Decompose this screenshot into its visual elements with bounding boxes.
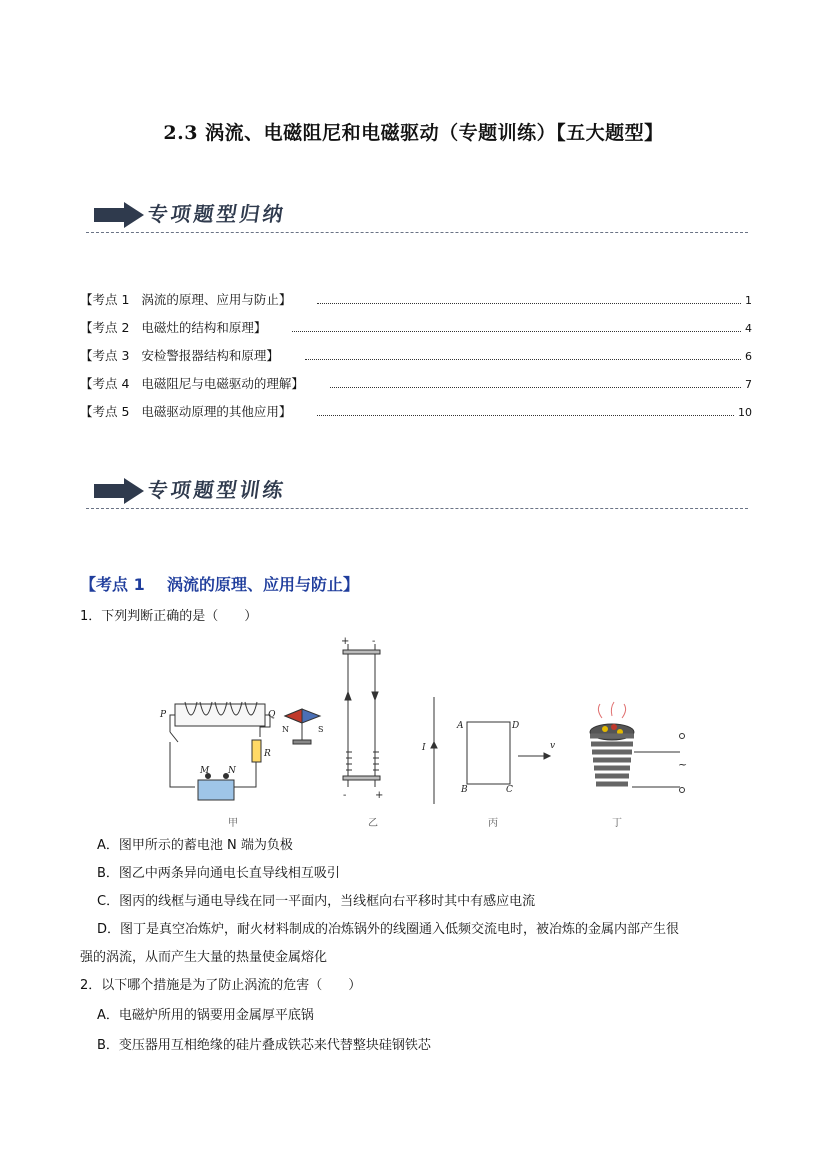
- label-magnet-S: S: [318, 725, 324, 734]
- question-1-option-c[interactable]: C．图丙的线框与通电导线在同一平面内，当线框向右平移时其中有感应电流: [97, 894, 536, 909]
- question-1-option-b[interactable]: B．图乙中两条异向通电长直导线相互吸引: [97, 866, 340, 881]
- toc-label: 【考点 4 电磁阻尼与电磁驱动的理解】: [80, 376, 304, 391]
- toc-item-5[interactable]: [80, 402, 752, 422]
- toc-label: 【考点 3 安检警报器结构和原理】: [80, 348, 279, 363]
- question-1-option-a[interactable]: A．图甲所示的蓄电池 N 端为负极: [97, 838, 293, 853]
- arrow-icon: [94, 202, 144, 228]
- figure-magnet: [285, 709, 320, 744]
- banner-title: 专项题型训练: [146, 478, 288, 502]
- label-R: R: [264, 749, 271, 759]
- caption-yi: 乙: [368, 818, 378, 829]
- question-2-option-a[interactable]: A．电磁炉所用的锅要用金属厚平底锅: [97, 1008, 314, 1023]
- label-minus-bottom: -: [343, 790, 347, 801]
- caption-bing: 丙: [488, 818, 498, 829]
- figure-yi: [343, 644, 380, 787]
- toc-item-1[interactable]: [80, 290, 752, 310]
- toc-item-3[interactable]: [80, 346, 752, 366]
- question-2-option-b[interactable]: B．变压器用互相绝缘的硅片叠成铁芯来代替整块硅钢铁芯: [97, 1038, 431, 1053]
- label-M: M: [200, 766, 210, 776]
- label-minus-top: -: [372, 636, 376, 647]
- page-title: 2.3 涡流、电磁阻尼和电磁驱动（专题训练）【五大题型】: [163, 122, 664, 144]
- figure-ding: [590, 702, 688, 793]
- toc-page: 6: [745, 350, 752, 363]
- toc-item-4[interactable]: [80, 374, 752, 394]
- question-1-stem: 1．下列判断正确的是（ ）: [80, 609, 258, 624]
- question-1-figure: [150, 632, 690, 832]
- section-banner-summary: [86, 196, 748, 240]
- toc-label: 【考点 2 电磁灶的结构和原理】: [80, 320, 267, 335]
- caption-ding: 丁: [612, 818, 622, 829]
- toc-leader: [317, 302, 741, 304]
- section-banner-training: [86, 472, 748, 516]
- label-B: B: [461, 785, 468, 795]
- question-2-stem: 2．以下哪个措施是为了防止涡流的危害（ ）: [80, 978, 362, 993]
- label-C: C: [506, 785, 513, 795]
- label-D: D: [512, 721, 520, 731]
- banner-divider: [86, 232, 748, 233]
- caption-jia: 甲: [228, 818, 238, 829]
- toc-page: 1: [745, 294, 752, 307]
- label-P: P: [160, 710, 167, 720]
- toc-leader: [305, 358, 741, 360]
- figure-jia: [170, 702, 270, 800]
- toc-item-2[interactable]: [80, 318, 752, 338]
- toc-label: 【考点 5 电磁驱动原理的其他应用】: [80, 404, 292, 419]
- question-1-option-d[interactable]: D．图丁是真空冶炼炉，耐火材料制成的冶炼锅外的线圈通入低频交流电时，被冶炼的金属内部产生很: [97, 922, 680, 937]
- label-Q: Q: [268, 710, 276, 720]
- label-N: N: [228, 766, 236, 776]
- label-magnet-N: N: [282, 725, 289, 734]
- toc-leader: [292, 330, 741, 332]
- toc-leader: [330, 386, 741, 388]
- banner-title: 专项题型归纳: [146, 202, 288, 226]
- label-plus-bottom: +: [375, 790, 384, 801]
- label-v: v: [550, 741, 556, 751]
- label-plus-top: +: [341, 636, 350, 647]
- label-A: A: [457, 721, 464, 731]
- label-I: I: [422, 743, 426, 753]
- banner-divider: [86, 508, 748, 509]
- toc-leader: [317, 414, 734, 416]
- question-1-option-d-cont: 强的涡流，从而产生大量的热量使金属熔化: [80, 950, 328, 965]
- section-heading: 【考点 1 涡流的原理、应用与防止】: [80, 575, 359, 594]
- figure-bing: [431, 697, 550, 804]
- toc-page: 10: [738, 406, 752, 419]
- arrow-icon: [94, 478, 144, 504]
- toc-page: 4: [745, 322, 752, 335]
- toc-page: 7: [745, 378, 752, 391]
- label-ac: ~: [678, 758, 688, 771]
- toc-label: 【考点 1 涡流的原理、应用与防止】: [80, 292, 292, 307]
